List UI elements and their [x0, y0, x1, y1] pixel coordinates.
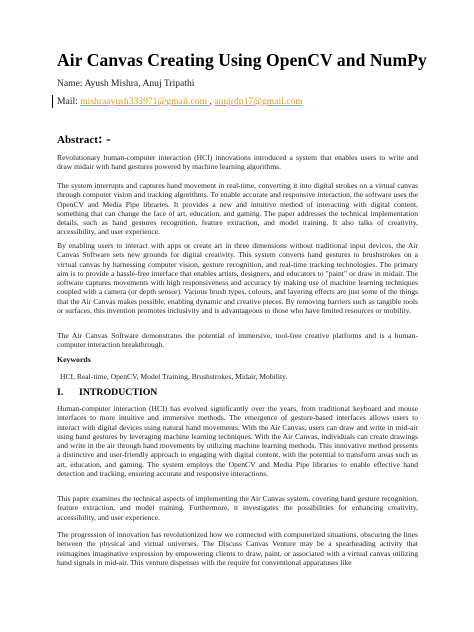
section-title: INTRODUCTION — [79, 387, 158, 398]
mail-label: Mail: — [57, 96, 81, 107]
section-heading-introduction — [57, 387, 157, 398]
abstract-paragraph-2: The system interrupts and captures hand movement in real-time, converting it into digital strokes on a virtual canvas through computer vision and tracking algorithms. To enable accurate and responsive interaction, the software uses the OpenCV and Media Pipe libraries. It provides a new and intuitive method of interacting with digital content, something that can change the face of art, education, and gaming. The paper addresses the technical implementation details, such as hand gestures recognition, feature extraction, and model training. It also talks of creativity, accessibility, and user experience. — [57, 181, 418, 237]
text-cursor — [52, 95, 53, 108]
email-separator: , — [209, 96, 215, 107]
intro-paragraph-1: Human-computer interaction (HCI) has evolved significantly over the years, from traditional keyboard and mouse interfaces to more intuitive and immersive methods. The emergence of gesture-based interfaces allows users to interact with digital devices using natural hand movements. With the Air Canvas, users can draw and write in mid-air using hand gestures by leveraging machine learning techniques. With the Air Canvas, individuals can create drawings and write in the air through hand movements by utilizing machine learning methods. This innovative method presents a distinctive and user-friendly approach to engaging with digital content, with the potential to transform areas such as art, education, and gaming. The system employs the OpenCV and Media Pipe libraries to enable effective hand detection and tracking, ensuring accurate and responsive interactions. — [57, 404, 418, 479]
abstract-heading-mark: : - — [97, 132, 111, 147]
author-emails — [57, 96, 303, 107]
keywords-heading: Keywords — [57, 355, 91, 364]
author-names: Name: Ayush Mishra, Anuj Tripathi — [57, 78, 195, 89]
email-link-2[interactable]: anujrdp17@gmail.com — [214, 96, 303, 107]
abstract-paragraph-3: By enabling users to interact with apps or create art in three dimensions without traditional input devices, the Air Canvas Software sets new grounds for digital creativity. This system converts hand gestures to brushstrokes on a virtual canvas by harnessing computer vision, gesture recognition, and real-time tracking technologies. The primary aim is to provide a hassle-free interface that enables artists, designers, and educators to "paint" or draw in midair. The software captures movements with high responsiveness and accuracy by making use of machine learning techniques coupled with a camera (or depth sensor). Various brush types, colours, and layering effects are just some of the things that the Air Canvas makes possible, enabling dynamic and creative pieces. By removing barriers such as tangible tools or surfaces, this invention promotes inclusivity and is advantageous to those who have limited resources or mobility. — [57, 241, 418, 316]
paper-title: Air Canvas Creating Using OpenCV and NumPy — [57, 50, 427, 70]
keywords-list: HCI, Real-time, OpenCV, Model Training, Brushstrokes, Midair, Mobility. — [60, 372, 288, 381]
abstract-paragraph-1: Revolutionary human-computer interaction (HCI) innovations introduced a system that enables users to write and draw midair with hand gestures powered by machine learning algorithms. — [57, 153, 418, 172]
abstract-paragraph-4: The Air Canvas Software demonstrates the potential of immersive, tool-free creative platforms and is a human-computer interaction breakthrough. — [57, 331, 418, 350]
email-link-1[interactable]: mishraayush333971@gmail.com — [80, 96, 210, 107]
section-number: I. — [57, 387, 64, 398]
abstract-heading-text: Abstract — [57, 134, 98, 146]
intro-paragraph-3: The progression of innovation has revolutionized how we connected with computerized situations, obscuring the lines between the physical and virtual universes. The Discuss Canvas Venture may be a spearheading activity that reimagines imaginative expression by empowering clients to draw, paint, or associated with a virtual canvas utilizing hand signals in mid-air. This venture dispenses with the require for conventional apparatuses like — [57, 530, 418, 567]
abstract-heading — [57, 132, 111, 148]
intro-paragraph-2: This paper examines the technical aspects of implementing the Air Canvas system, covering hand gesture recognition, feature extraction, and model training. Furthermore, it investigates the possibilities for enhancing creativity, accessibility, and user experience. — [57, 494, 418, 522]
